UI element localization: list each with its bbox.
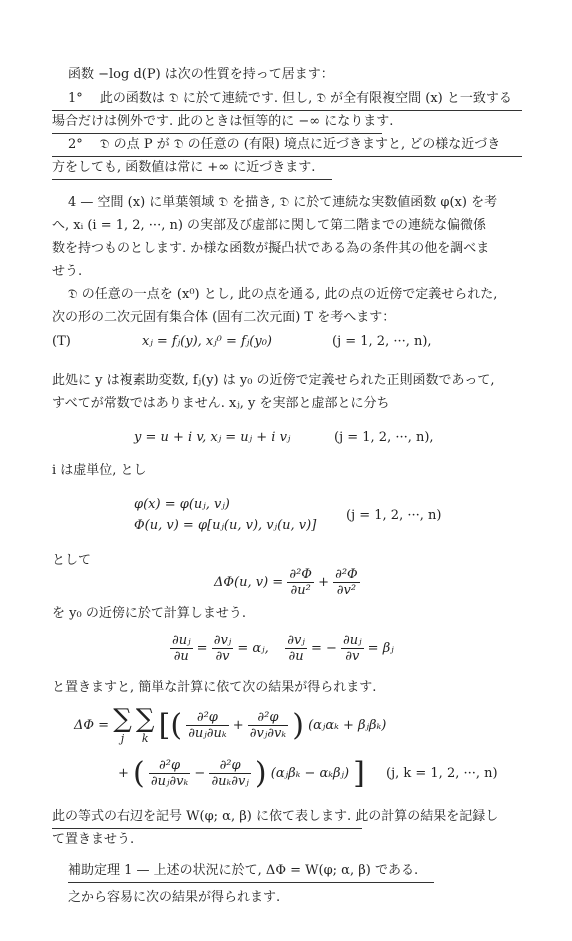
paragraph-y-line-2: すべてが常数ではありません. xⱼ, y を実部と虚部とに分ち xyxy=(52,396,390,411)
equation-y-range: (j = 1, 2, ···, n), xyxy=(334,430,434,445)
equation-phi-1: φ(x) = φ(uⱼ, vⱼ) xyxy=(134,497,230,512)
paragraph-y-line-1: 此処に y は複素助変数, fⱼ(y) は y₀ の近傍で定義せられた正則函数であって, xyxy=(52,373,495,388)
section-4-line-4: せう. xyxy=(52,264,83,279)
equation-y-decomposition: y = u + i v, xⱼ = uⱼ + i vⱼ xyxy=(134,430,291,445)
equation-alpha-beta: $\frac{\text{∂uⱼ}}{\partial u}$ = $\frac{\text{∂vⱼ}}{\partial v}$ = αⱼ, $\frac{\text{∂vⱼ}}{\partial u}$ = − $\frac{\text{∂uⱼ}}{\partial v}$ = βⱼ xyxy=(172,633,394,664)
section-4-line-3: 数を持つものとします. か様な函数が擬凸状である為の条件其の他を調べま xyxy=(52,241,490,256)
paragraph-properties-intro: 函数 −log d(P) は次の性質を持って居ます： xyxy=(68,67,334,82)
paragraph-notation-line-2: て置きませう. xyxy=(52,832,135,847)
paragraph-conclusion: 之から容易に次の結果が得られます. xyxy=(68,890,281,905)
equation-t-range: (j = 1, 2, ···, n), xyxy=(332,334,432,349)
paragraph-toshite: として xyxy=(52,553,92,568)
equation-phi-2: Φ(u, v) = φ[uⱼ(u, v), vⱼ(u, v)] xyxy=(134,518,317,533)
equation-label-t: (T) xyxy=(52,334,71,349)
property-2-line-1: 2° 𝔇 の点 P が 𝔇 の任意の (有限) 境点に近づきますと, どの様な近づき xyxy=(68,137,501,152)
section-4-line-2: へ, xᵢ (i = 1, 2, ···, n) の実部及び虚部に関して第二階までの連続な偏微係 xyxy=(52,218,487,233)
paragraph-compute: を y₀ の近傍に於て計算しませう. xyxy=(52,606,246,621)
equation-delta-phi-range: (j, k = 1, 2, ···, n) xyxy=(386,766,498,781)
property-1-line-1: 1° 此の函数は 𝔇 に於て連続です. 但し, 𝔇 が全有限複空間 (x) と一致する xyxy=(68,91,512,106)
underline xyxy=(52,179,332,180)
section-4-line-1: 4 — 空間 (x) に単葉領域 𝔇 を描き, 𝔇 に於て連続な実数値函数 φ(x) を考 xyxy=(68,195,498,210)
point-intro-line-1: 𝔇 の任意の一点を (x⁰) とし, 此の点を通る, 此の点の近傍で定義せられた, xyxy=(68,287,498,302)
equation-phi-range: (j = 1, 2, ···, n) xyxy=(346,508,442,523)
equation-t: xⱼ = fⱼ(y), xⱼ⁰ = fⱼ(y₀) xyxy=(142,334,272,349)
paragraph-notation-line-1: 此の等式の右辺を記号 W(φ; α, β) に依て表します. 此の計算の結果を記録し xyxy=(52,809,499,824)
property-2-line-2: 方をしても, 函数値は常に +∞ に近づきます. xyxy=(52,160,316,175)
underline xyxy=(68,882,434,883)
paragraph-result-intro: と置きますと, 簡単な計算に依て次の結果が得られます. xyxy=(52,680,377,695)
lemma-1: 補助定理 1 — 上述の状況に於て, ΔΦ = W(φ; α, β) である. xyxy=(68,863,419,878)
equation-delta-phi-line-1: ΔΦ = ∑ j ∑ k [( $\frac{\text{∂²φ}}{\text{∂uⱼ∂uₖ}}$ + $\frac{\text{∂²φ}}{\text{∂vⱼ∂vₖ}}$ ) (αⱼαₖ + βⱼβₖ) xyxy=(74,704,387,745)
point-intro-line-2: 次の形の二次元固有集合体 (固有二次元面) T を考へます： xyxy=(52,310,396,325)
equation-laplacian: ΔΦ(u, v) = $\frac{\text{∂²Φ}}{\text{∂u²}}$ + $\frac{\text{∂²Φ}}{\text{∂v²}}$ xyxy=(214,567,358,598)
equation-delta-phi-line-2: + ( $\frac{\text{∂²φ}}{\text{∂uⱼ∂vₖ}}$ − $\frac{\text{∂²φ}}{\text{∂uₖ∂vⱼ}}$ ) (αⱼβₖ − αₖβⱼ) ] xyxy=(118,756,365,791)
property-1-line-2: 場合だけは例外です. 此のときは恒等的に −∞ になります. xyxy=(52,114,394,129)
paragraph-imag-unit: i は虚単位, とし xyxy=(52,463,147,478)
